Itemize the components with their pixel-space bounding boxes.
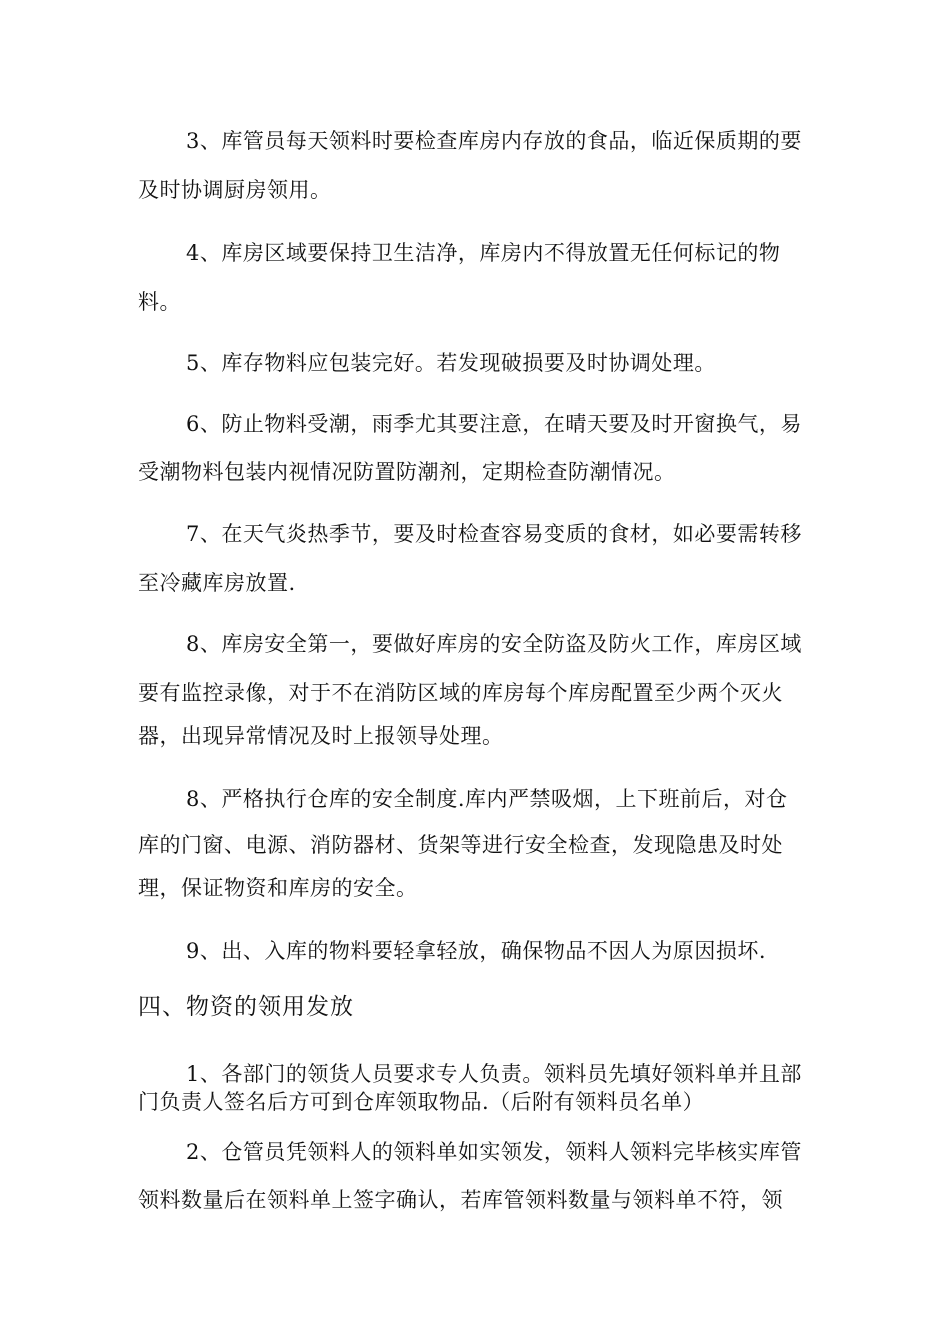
paragraph-6-line-1: 6、防止物料受潮，雨季尤其要注意，在晴天要及时开窗换气，易	[186, 412, 802, 436]
paragraph-6-line-2: 受潮物料包装内视情况防置防潮剂，定期检查防潮情况。	[138, 460, 676, 484]
paragraph-4-line-1: 4、库房区域要保持卫生洁净，库房内不得放置无任何标记的物	[186, 241, 781, 265]
paragraph-7-line-1: 7、在天气炎热季节，要及时检查容易变质的食材，如必要需转移	[186, 522, 802, 546]
paragraph-8b-line-2: 库的门窗、电源、消防器材、货架等进行安全检查，发现隐患及时处	[138, 833, 783, 857]
paragraph-8a-line-2: 要有监控录像，对于不在消防区域的库房每个库房配置至少两个灭火	[138, 681, 783, 705]
paragraph-7-line-2: 至冷藏库房放置.	[138, 571, 296, 595]
item-2-line-1: 2、仓管员凭领料人的领料单如实领发，领料人领料完毕核实库管	[186, 1140, 802, 1164]
paragraph-9-line-1: 9、出、入库的物料要轻拿轻放，确保物品不因人为原因损坏.	[186, 939, 767, 963]
paragraph-8b-line-3: 理，保证物资和库房的安全。	[138, 876, 418, 900]
item-2-line-2: 领料数量后在领料单上签字确认，若库管领料数量与领料单不符，领	[138, 1188, 783, 1212]
item-1-line-2: 门负责人签名后方可到仓库领取物品.（后附有领料员名单）	[138, 1090, 705, 1114]
paragraph-3-line-2: 及时协调厨房领用。	[138, 178, 332, 202]
paragraph-8a-line-1: 8、库房安全第一，要做好库房的安全防盗及防火工作，库房区域	[186, 632, 802, 656]
paragraph-3-line-1: 3、库管员每天领料时要检查库房内存放的食品，临近保质期的要	[186, 129, 802, 153]
section-heading: 四、物资的领用发放	[138, 994, 354, 1020]
paragraph-8a-line-3: 器，出现异常情况及时上报领导处理。	[138, 724, 504, 748]
paragraph-5-line-1: 5、库存物料应包装完好。若发现破损要及时协调处理。	[186, 351, 716, 375]
item-1-line-1: 1、各部门的领货人员要求专人负责。领料员先填好领料单并且部	[186, 1062, 802, 1086]
paragraph-8b-line-1: 8、严格执行仓库的安全制度.库内严禁吸烟，上下班前后，对仓	[186, 787, 788, 811]
paragraph-4-line-2: 料。	[138, 290, 181, 314]
